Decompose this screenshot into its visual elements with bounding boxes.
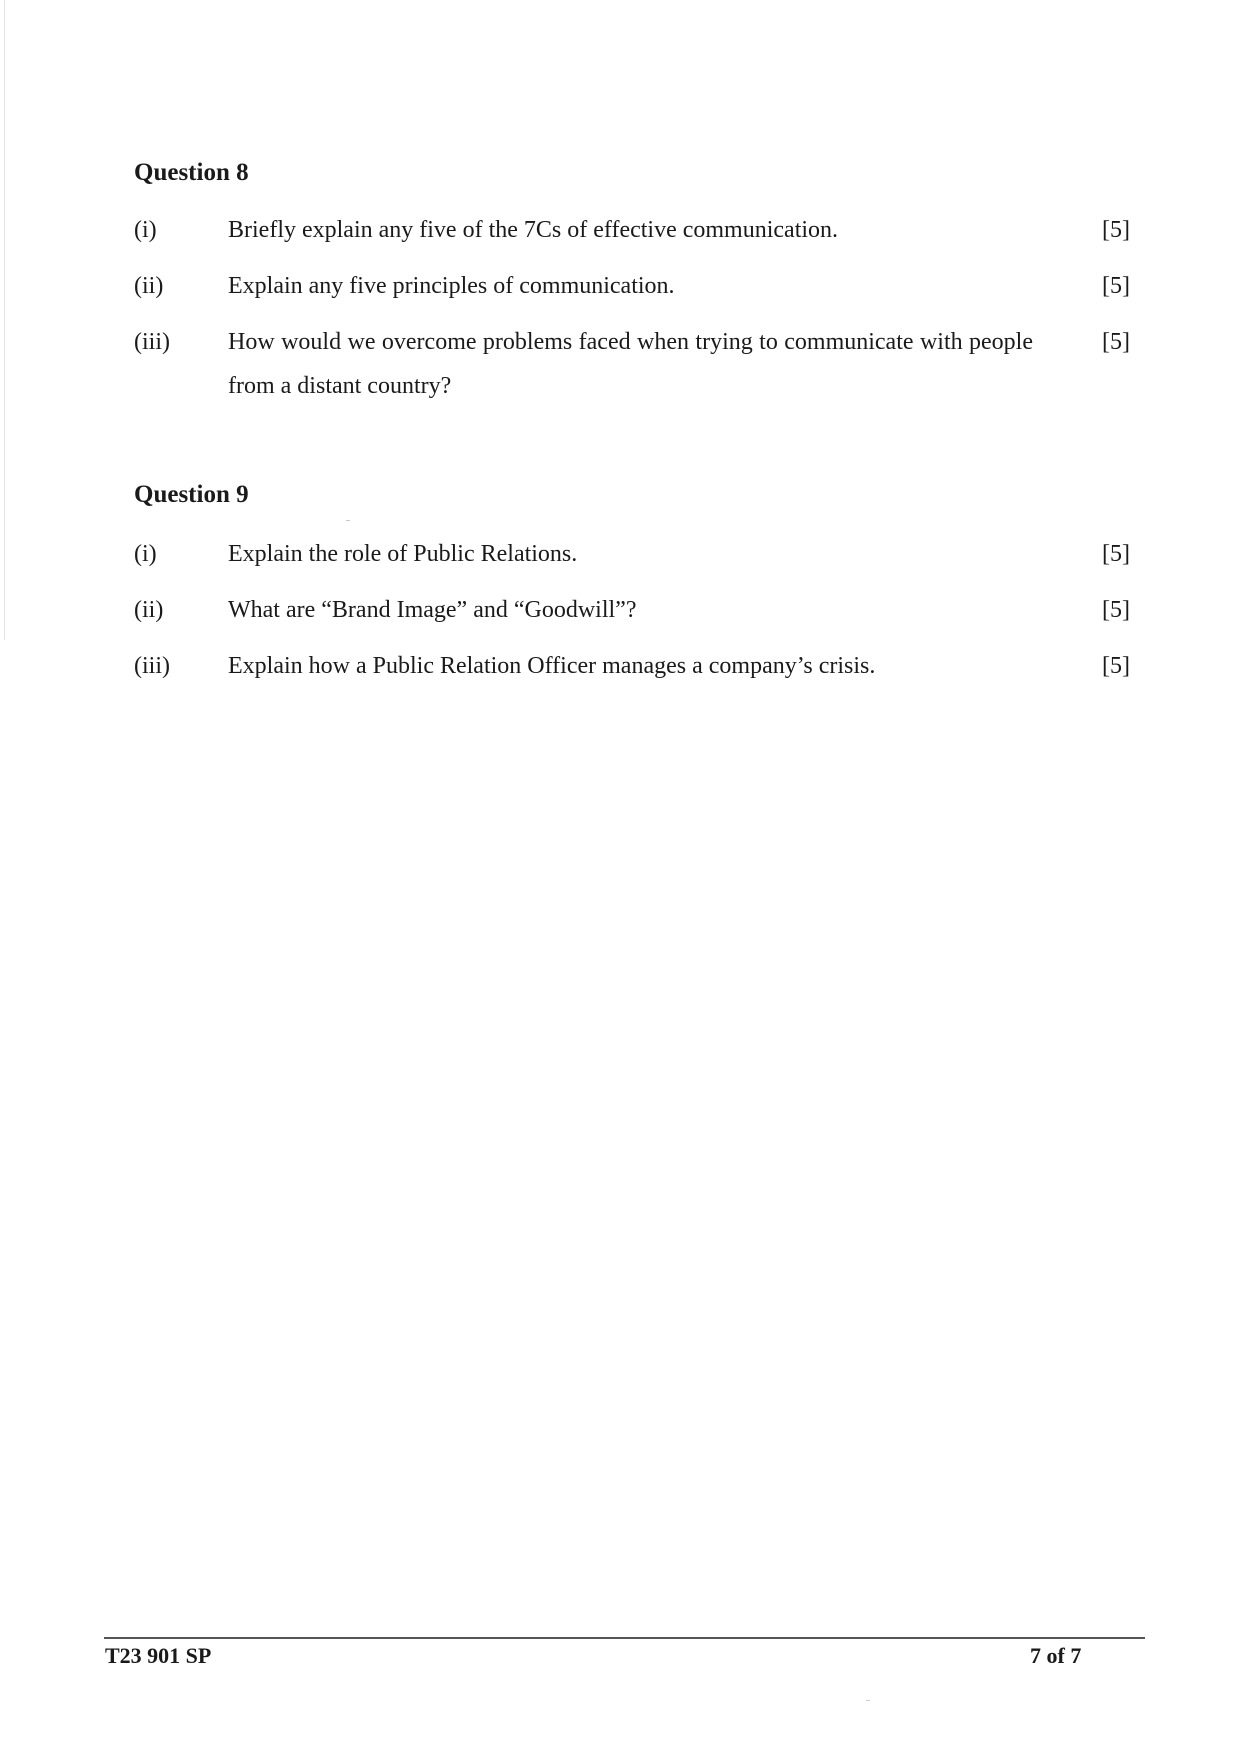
part-text: Explain the role of Public Relations. bbox=[228, 541, 578, 567]
part-text: What are “Brand Image” and “Goodwill”? bbox=[228, 597, 637, 623]
part-number: (iii) bbox=[134, 329, 170, 355]
question-9-section bbox=[134, 480, 1130, 679]
part-number: (i) bbox=[134, 541, 157, 567]
part-marks: [5] bbox=[1102, 541, 1130, 567]
scan-speck bbox=[346, 520, 350, 521]
part-text: How would we overcome problems faced when trying to communicate with people from a distant country? bbox=[228, 329, 1033, 399]
part-marks: [5] bbox=[1102, 273, 1130, 299]
part-text: Briefly explain any five of the 7Cs of effective communication. bbox=[228, 217, 839, 243]
part-marks: [5] bbox=[1102, 217, 1130, 243]
footer-rule bbox=[104, 1637, 1145, 1639]
part-number: (ii) bbox=[134, 597, 164, 623]
part-marks: [5] bbox=[1102, 653, 1130, 679]
part-number: (iii) bbox=[134, 653, 170, 679]
scan-speck bbox=[866, 1700, 870, 1701]
page-number: 7 of 7 bbox=[1030, 1643, 1082, 1668]
part-marks: [5] bbox=[1102, 597, 1130, 623]
part-number: (i) bbox=[134, 217, 157, 243]
part-marks: [5] bbox=[1102, 329, 1130, 355]
part-text: Explain how a Public Relation Officer manages a company’s crisis. bbox=[228, 653, 876, 679]
paper-code: T23 901 SP bbox=[105, 1643, 212, 1668]
question-8-section bbox=[134, 158, 1130, 399]
scan-edge-line bbox=[4, 0, 5, 640]
part-number: (ii) bbox=[134, 273, 164, 299]
part-text: Explain any five principles of communication. bbox=[228, 273, 675, 299]
question-title: Question 9 bbox=[134, 481, 249, 508]
question-title: Question 8 bbox=[134, 159, 249, 186]
